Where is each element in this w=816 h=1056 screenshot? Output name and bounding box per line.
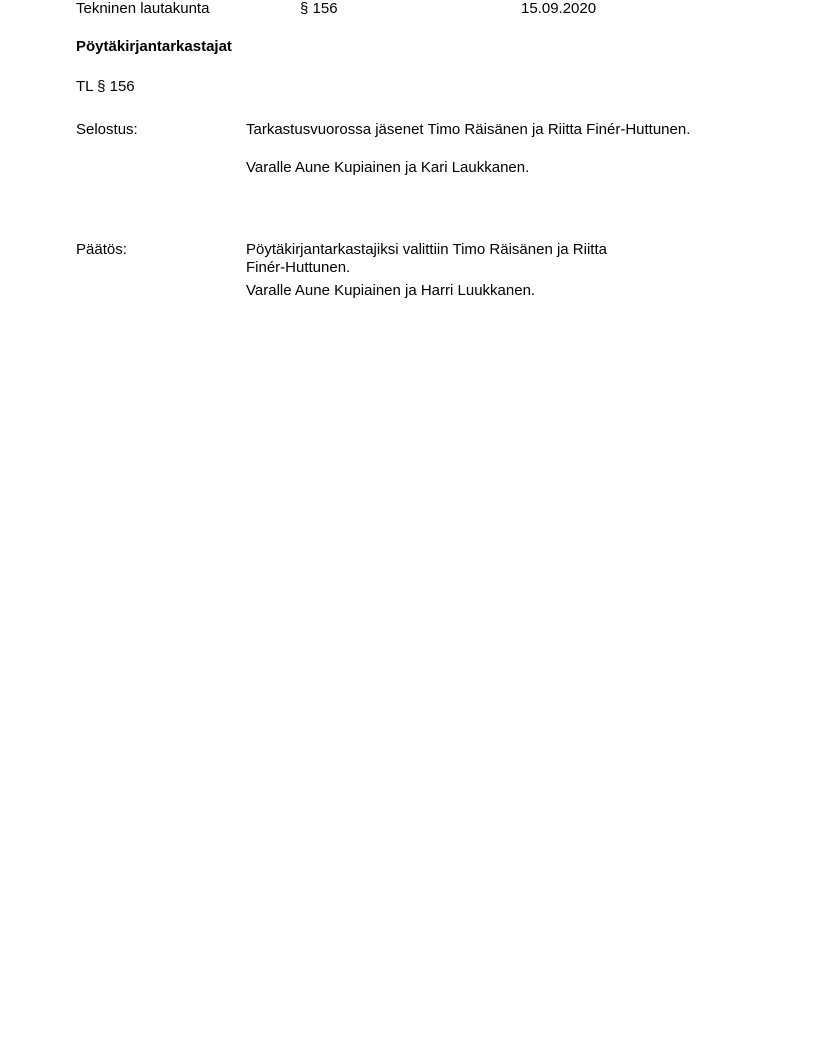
committee-name: Tekninen lautakunta xyxy=(76,0,210,17)
page-title: Pöytäkirjantarkastajat xyxy=(76,38,232,55)
paatos-text-2: Varalle Aune Kupiainen ja Harri Luukkanen. xyxy=(246,282,536,299)
selostus-label: Selostus: xyxy=(76,121,138,138)
selostus-text-2: Varalle Aune Kupiainen ja Kari Laukkanen. xyxy=(246,159,530,176)
paatos-text xyxy=(246,241,607,277)
paatos-text-1b: Finér-Huttunen. xyxy=(246,259,351,276)
paatos-label: Päätös: xyxy=(76,241,127,258)
paatos-text-1a: Pöytäkirjantarkastajiksi valittiin Timo Räisänen ja Riitta xyxy=(246,241,607,258)
section-reference: TL § 156 xyxy=(76,78,135,95)
meeting-date: 15.09.2020 xyxy=(521,0,597,17)
selostus-text-1: Tarkastusvuorossa jäsenet Timo Räisänen ja Riitta Finér-Huttunen. xyxy=(246,121,691,138)
section-number: § 156 xyxy=(300,0,338,17)
